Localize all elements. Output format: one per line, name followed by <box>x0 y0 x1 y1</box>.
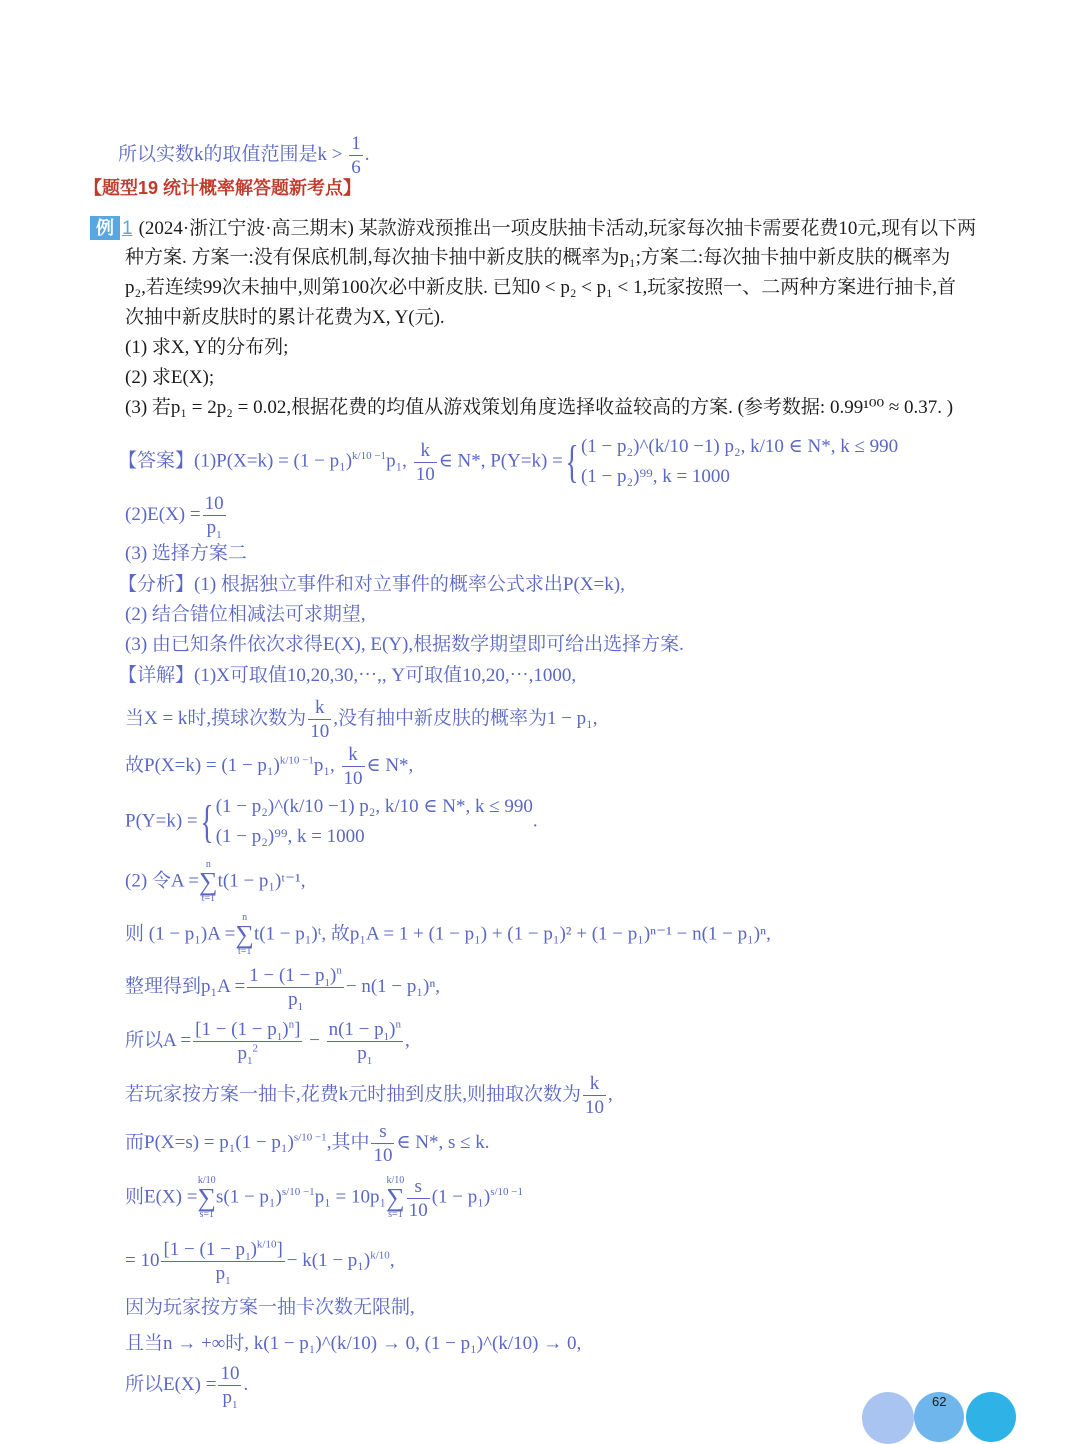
page-decoration-dot-2 <box>914 1392 964 1442</box>
range-text: 所以实数k的取值范围是k > <box>118 143 348 165</box>
page-decoration-dot-3 <box>966 1392 1016 1442</box>
analysis-label: 【分析】 <box>118 574 195 595</box>
page-number: 62 <box>932 1394 947 1409</box>
detail-line-10: 而$P(X=s) = p_1(1 - p_1)^{s/10 -1}$,其中 $\frac{s}{10}$ ∈ N*, s ≤ k. <box>125 1121 490 1166</box>
analysis-line-3: (3) 由已知条件依次求得E(X), E(Y),根据数学期望即可给出选择方案. <box>125 634 684 655</box>
answer-part-1: 【答案】$(1)P(X=k) = (1 - p_1)^{k/10 -1}p_1$, $\frac{k}{10}$ ∈ N*, P(Y=k) ={ (1 − p₂)^(k/10 −1) p₂, k/10 ∈ N*, k ≤ 990 (1 − p₂)⁹⁹, k = 1000 <box>118 436 899 487</box>
range-conclusion: 所以实数k的取值范围是k > $\frac{1}{6}$ . <box>118 133 370 178</box>
detail-line-2: 当X = k时,摸球次数为 $\frac{k}{10}$ ,没有抽中新皮肤的概率为1 − p₁, <box>125 697 598 742</box>
detail-line-13: 因为玩家按方案一抽卡次数无限制, <box>125 1297 415 1318</box>
detail-line-9: 若玩家按方案一抽卡,花费k元时抽到皮肤,则抽取次数为 $\frac{k}{10}$ , <box>125 1073 613 1118</box>
detail-line-3: 故$P(X=k) = (1 - p_1)^{k/10 -1}p_1$, $\frac{k}{10}$ ∈ N*, <box>125 744 414 789</box>
detail-label: 【详解】 <box>118 665 195 686</box>
example-line-2: 种方案. 方案一:没有保底机制,每次抽卡抽中新皮肤的概率为p₁;方案二:每次抽卡抽中新皮肤的概率为 <box>125 247 951 268</box>
detail-line-7: 整理得到p₁A = $\frac{1 - (1 - p_1)^n}{p_1}$ − n(1 − p₁)ⁿ, <box>125 964 441 1013</box>
example-line-4: 次抽中新皮肤时的累计花费为X, Y(元). <box>125 307 445 328</box>
fraction: $\frac{1}{6}$ <box>351 133 361 178</box>
detail-line-5: (2) 令A =n ∑ t=1t(1 − p₁)ᵗ⁻¹, <box>125 859 306 904</box>
detail-line-11: 则E(X) =k/10 ∑ $s=1s(1 - p_1)^{s/10 -1}p_1 = 10p_1k/10$ ∑ s=1 $\frac{s}{10}$ $(1 - p_1)^{s/10 -1}$ <box>125 1175 523 1221</box>
question-part-3: (3) 若p₁ = 2p₂ = 0.02,根据花费的均值从游戏策划角度选择收益较高的方案. (参考数据: 0.99¹⁰⁰ ≈ 0.37. ) <box>125 397 954 418</box>
example-line-3: p₂,若连续99次未抽中,则第100次必中新皮肤. 已知0 < p₂ < p₁ < 1,玩家按照一、二两种方案进行抽卡,首 <box>125 277 957 298</box>
example-number: 1 <box>122 218 133 239</box>
detail-line-14: 且当n → +∞时, k(1 − p₁)^(k/10) → 0, (1 − p₁)^(k/10) → 0, <box>125 1333 582 1354</box>
answer-part-2: (2)E(X) = $\frac{10}{p_1}$ <box>125 493 224 541</box>
section-title: 【题型19 统计概率解答题新考点】 <box>84 178 362 198</box>
detail-line-12: = 10 $\frac{[1 - (1 - p_1)^{k/10}]}{p_1}$ − $k(1 - p_1)^{k/10}$, <box>125 1238 395 1287</box>
example-badge: 例 <box>90 216 120 240</box>
question-part-2: (2) 求E(X); <box>125 367 215 388</box>
detail-line-15: 所以E(X) = $\frac{10}{p_1}$ . <box>125 1363 249 1411</box>
answer-part-3: (3) 选择方案二 <box>125 543 247 564</box>
example-line-1: 例 1 (2024·浙江宁波·高三期末) 某款游戏预推出一项皮肤抽卡活动,玩家每次抽卡需要花费10元,现有以下两 <box>90 216 976 241</box>
detail-line-8: 所以A = $\frac{[1 - (1 - p_1)^n]}{p_1^2}$ − $\frac{n(1 - p_1)^n}{p_1}$ , <box>125 1018 410 1067</box>
page-decoration-dot-1 <box>862 1392 914 1444</box>
analysis-line-2: (2) 结合错位相减法可求期望, <box>125 604 366 625</box>
analysis-line-1: 【分析】(1) 根据独立事件和对立事件的概率公式求出P(X=k), <box>118 574 625 595</box>
detail-line-6: 则 (1 − p₁)A =n ∑ t=1t(1 − p₁)ᵗ, 故p₁A = 1 + (1 − p₁) + (1 − p₁)² + (1 − p₁)ⁿ⁻¹ − n(1 − p₁)ⁿ, <box>125 912 771 957</box>
question-part-1: (1) 求X, Y的分布列; <box>125 337 289 358</box>
answer-label: 【答案】 <box>118 450 195 472</box>
detail-line-4: P(Y=k) ={ (1 − p₂)^(k/10 −1) p₂, k/10 ∈ N*, k ≤ 990 (1 − p₂)⁹⁹, k = 1000. <box>125 796 538 847</box>
detail-line-1: 【详解】(1)X可取值10,20,30,⋯,, Y可取值10,20,⋯,1000, <box>118 665 577 686</box>
